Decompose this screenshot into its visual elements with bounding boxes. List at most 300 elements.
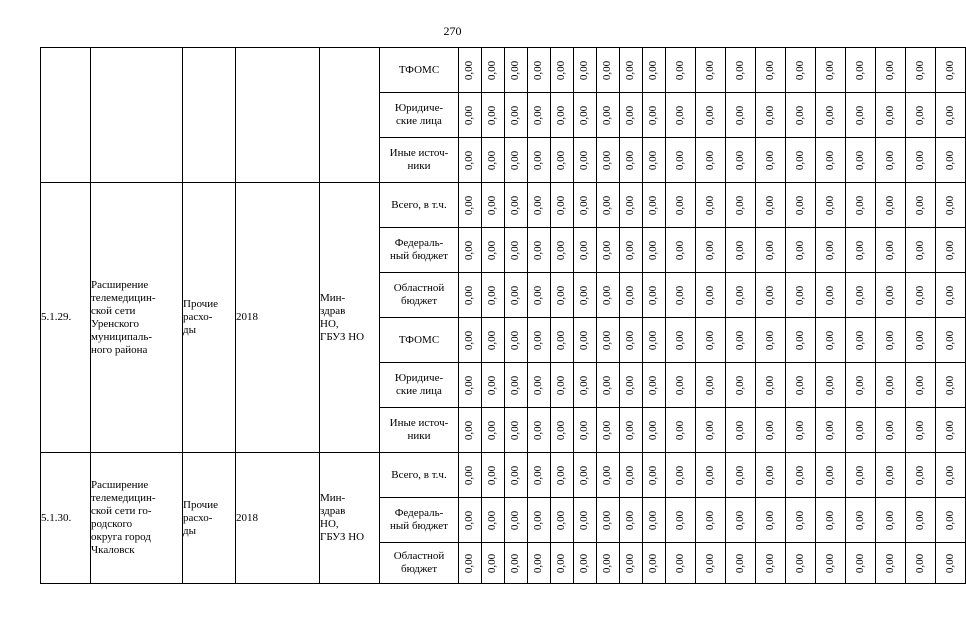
value-text: 0,00	[704, 375, 716, 395]
value-text: 0,00	[532, 330, 545, 350]
value-cell	[620, 408, 643, 453]
value-text: 0,00	[914, 330, 926, 350]
value-cell	[786, 363, 816, 408]
value-text: 0,00	[555, 375, 568, 395]
value-cell	[482, 543, 505, 584]
value-cell	[696, 93, 726, 138]
funding-source: Федераль- ный бюджет	[380, 498, 459, 543]
value-text: 0,00	[944, 330, 956, 350]
value-text: 0,00	[734, 553, 746, 573]
value-cell	[528, 498, 551, 543]
value-cell	[551, 363, 574, 408]
value-cell	[666, 543, 696, 584]
value-cell	[876, 453, 906, 498]
value-cell	[936, 273, 966, 318]
value-cell	[505, 228, 528, 273]
value-cell	[597, 48, 620, 93]
value-text: 0,00	[854, 105, 866, 125]
value-text: 0,00	[764, 510, 776, 530]
value-text: 0,00	[486, 330, 499, 350]
value-text: 0,00	[624, 375, 637, 395]
value-text: 0,00	[463, 375, 476, 395]
value-text: 0,00	[486, 465, 499, 485]
value-cell	[786, 93, 816, 138]
value-cell	[876, 48, 906, 93]
value-cell	[459, 138, 482, 183]
value-cell	[876, 498, 906, 543]
value-text: 0,00	[884, 240, 896, 260]
value-cell	[597, 273, 620, 318]
value-cell	[726, 138, 756, 183]
value-text: 0,00	[944, 420, 956, 440]
value-text: 0,00	[463, 420, 476, 440]
funding-source: Юридиче- ские лица	[380, 363, 459, 408]
value-text: 0,00	[555, 195, 568, 215]
value-cell	[936, 183, 966, 228]
value-text: 0,00	[624, 105, 637, 125]
value-cell	[505, 318, 528, 363]
value-cell	[846, 48, 876, 93]
funding-source: ТФОМС	[380, 48, 459, 93]
value-text: 0,00	[624, 465, 637, 485]
value-cell	[876, 138, 906, 183]
expense-type: Прочие расхо- ды	[183, 183, 236, 453]
value-cell	[876, 363, 906, 408]
value-cell	[816, 93, 846, 138]
value-cell	[597, 138, 620, 183]
value-text: 0,00	[463, 553, 476, 573]
value-text: 0,00	[509, 420, 522, 440]
value-cell	[936, 498, 966, 543]
value-text: 0,00	[734, 240, 746, 260]
value-text: 0,00	[486, 195, 499, 215]
value-text: 0,00	[601, 420, 614, 440]
value-text: 0,00	[486, 420, 499, 440]
value-text: 0,00	[624, 285, 637, 305]
value-text: 0,00	[944, 465, 956, 485]
value-cell	[756, 138, 786, 183]
item-year	[236, 48, 320, 183]
value-cell	[666, 183, 696, 228]
value-text: 0,00	[601, 510, 614, 530]
value-text: 0,00	[601, 375, 614, 395]
value-text: 0,00	[854, 420, 866, 440]
value-text: 0,00	[824, 60, 836, 80]
value-cell	[459, 183, 482, 228]
table-body	[41, 48, 966, 584]
value-cell	[906, 498, 936, 543]
value-cell	[482, 138, 505, 183]
value-cell	[574, 363, 597, 408]
value-text: 0,00	[794, 240, 806, 260]
value-cell	[846, 408, 876, 453]
value-text: 0,00	[914, 375, 926, 395]
value-cell	[551, 498, 574, 543]
value-cell	[726, 453, 756, 498]
value-cell	[505, 498, 528, 543]
value-text: 0,00	[532, 375, 545, 395]
item-number: 5.1.30.	[41, 453, 91, 584]
value-cell	[786, 138, 816, 183]
value-text: 0,00	[532, 240, 545, 260]
value-cell	[846, 363, 876, 408]
value-text: 0,00	[555, 330, 568, 350]
value-cell	[846, 543, 876, 584]
value-cell	[696, 228, 726, 273]
value-text: 0,00	[532, 195, 545, 215]
value-text: 0,00	[555, 510, 568, 530]
value-text: 0,00	[578, 330, 591, 350]
value-cell	[459, 408, 482, 453]
value-text: 0,00	[854, 510, 866, 530]
value-text: 0,00	[794, 330, 806, 350]
value-text: 0,00	[601, 60, 614, 80]
value-text: 0,00	[794, 510, 806, 530]
value-text: 0,00	[734, 510, 746, 530]
value-cell	[936, 48, 966, 93]
value-cell	[816, 498, 846, 543]
value-text: 0,00	[624, 195, 637, 215]
value-text: 0,00	[794, 195, 806, 215]
item-name	[91, 48, 183, 183]
item-name: Расширение телемедицин- ской сети го- родского округа город Чкаловск	[91, 453, 183, 584]
value-text: 0,00	[914, 420, 926, 440]
value-text: 0,00	[824, 375, 836, 395]
value-text: 0,00	[884, 465, 896, 485]
value-cell	[876, 318, 906, 363]
value-text: 0,00	[509, 553, 522, 573]
item-executor	[320, 48, 380, 183]
value-cell	[906, 318, 936, 363]
value-cell	[459, 453, 482, 498]
value-text: 0,00	[674, 465, 686, 485]
value-text: 0,00	[578, 553, 591, 573]
funding-source: ТФОМС	[380, 318, 459, 363]
value-cell	[756, 273, 786, 318]
value-text: 0,00	[509, 150, 522, 170]
value-text: 0,00	[854, 60, 866, 80]
value-text: 0,00	[509, 285, 522, 305]
value-text: 0,00	[578, 510, 591, 530]
expense-type	[183, 48, 236, 183]
value-cell	[666, 228, 696, 273]
value-cell	[551, 543, 574, 584]
value-text: 0,00	[486, 105, 499, 125]
value-cell	[936, 363, 966, 408]
value-cell	[696, 408, 726, 453]
value-cell	[786, 228, 816, 273]
value-text: 0,00	[914, 510, 926, 530]
value-cell	[726, 408, 756, 453]
value-cell	[459, 228, 482, 273]
value-cell	[574, 138, 597, 183]
value-cell	[528, 183, 551, 228]
item-year: 2018	[236, 453, 320, 584]
funding-source: Всего, в т.ч.	[380, 183, 459, 228]
value-text: 0,00	[578, 60, 591, 80]
value-cell	[666, 93, 696, 138]
value-text: 0,00	[704, 240, 716, 260]
value-cell	[505, 138, 528, 183]
value-text: 0,00	[944, 285, 956, 305]
value-cell	[620, 228, 643, 273]
value-text: 0,00	[532, 60, 545, 80]
value-text: 0,00	[578, 375, 591, 395]
value-text: 0,00	[884, 330, 896, 350]
value-text: 0,00	[884, 420, 896, 440]
value-cell	[666, 48, 696, 93]
value-text: 0,00	[914, 105, 926, 125]
value-text: 0,00	[647, 195, 660, 215]
value-cell	[876, 228, 906, 273]
value-cell	[574, 48, 597, 93]
value-cell	[505, 363, 528, 408]
value-cell	[786, 453, 816, 498]
value-text: 0,00	[854, 375, 866, 395]
value-text: 0,00	[794, 60, 806, 80]
value-text: 0,00	[647, 510, 660, 530]
value-cell	[482, 453, 505, 498]
value-cell	[846, 183, 876, 228]
value-text: 0,00	[824, 420, 836, 440]
value-text: 0,00	[463, 465, 476, 485]
value-text: 0,00	[674, 330, 686, 350]
value-cell	[528, 318, 551, 363]
value-text: 0,00	[944, 150, 956, 170]
value-text: 0,00	[624, 240, 637, 260]
value-cell	[726, 273, 756, 318]
value-text: 0,00	[647, 553, 660, 573]
funding-source: Иные источ- ники	[380, 138, 459, 183]
funding-source: Федераль- ный бюджет	[380, 228, 459, 273]
value-cell	[876, 273, 906, 318]
value-cell	[620, 273, 643, 318]
value-text: 0,00	[509, 465, 522, 485]
value-cell	[459, 318, 482, 363]
value-text: 0,00	[824, 510, 836, 530]
value-cell	[505, 48, 528, 93]
value-cell	[696, 543, 726, 584]
value-cell	[846, 273, 876, 318]
value-cell	[936, 93, 966, 138]
item-executor: Мин- здрав НО, ГБУЗ НО	[320, 453, 380, 584]
value-cell	[620, 183, 643, 228]
value-cell	[756, 453, 786, 498]
value-text: 0,00	[704, 195, 716, 215]
value-text: 0,00	[674, 105, 686, 125]
value-cell	[666, 408, 696, 453]
value-text: 0,00	[555, 60, 568, 80]
value-text: 0,00	[463, 60, 476, 80]
value-text: 0,00	[764, 285, 776, 305]
value-text: 0,00	[824, 240, 836, 260]
value-cell	[696, 183, 726, 228]
value-text: 0,00	[555, 285, 568, 305]
value-cell	[756, 93, 786, 138]
value-text: 0,00	[509, 240, 522, 260]
value-cell	[876, 408, 906, 453]
value-text: 0,00	[854, 240, 866, 260]
value-text: 0,00	[578, 105, 591, 125]
value-cell	[597, 228, 620, 273]
value-text: 0,00	[944, 105, 956, 125]
value-text: 0,00	[914, 553, 926, 573]
value-text: 0,00	[486, 150, 499, 170]
value-text: 0,00	[578, 465, 591, 485]
value-text: 0,00	[509, 105, 522, 125]
value-cell	[726, 228, 756, 273]
value-cell	[620, 543, 643, 584]
value-text: 0,00	[884, 60, 896, 80]
value-text: 0,00	[463, 330, 476, 350]
value-text: 0,00	[734, 330, 746, 350]
value-text: 0,00	[647, 285, 660, 305]
value-text: 0,00	[624, 150, 637, 170]
value-cell	[936, 228, 966, 273]
value-cell	[876, 183, 906, 228]
value-cell	[816, 318, 846, 363]
value-cell	[482, 318, 505, 363]
value-cell	[643, 543, 666, 584]
value-text: 0,00	[824, 553, 836, 573]
value-cell	[505, 408, 528, 453]
value-cell	[786, 318, 816, 363]
value-text: 0,00	[824, 105, 836, 125]
value-text: 0,00	[794, 285, 806, 305]
value-cell	[574, 273, 597, 318]
value-text: 0,00	[764, 105, 776, 125]
value-cell	[574, 408, 597, 453]
value-text: 0,00	[532, 420, 545, 440]
value-text: 0,00	[854, 195, 866, 215]
value-cell	[906, 48, 936, 93]
value-text: 0,00	[624, 60, 637, 80]
value-cell	[756, 228, 786, 273]
value-cell	[482, 228, 505, 273]
value-text: 0,00	[578, 420, 591, 440]
value-cell	[846, 138, 876, 183]
value-cell	[643, 183, 666, 228]
value-text: 0,00	[764, 375, 776, 395]
value-cell	[574, 183, 597, 228]
value-text: 0,00	[704, 285, 716, 305]
value-cell	[666, 273, 696, 318]
value-text: 0,00	[647, 150, 660, 170]
value-cell	[620, 93, 643, 138]
value-cell	[574, 228, 597, 273]
value-cell	[696, 363, 726, 408]
value-cell	[643, 228, 666, 273]
value-text: 0,00	[647, 465, 660, 485]
value-cell	[643, 273, 666, 318]
table-row	[41, 48, 966, 93]
value-cell	[528, 363, 551, 408]
value-text: 0,00	[624, 420, 637, 440]
value-cell	[643, 93, 666, 138]
value-text: 0,00	[824, 465, 836, 485]
value-text: 0,00	[884, 553, 896, 573]
value-text: 0,00	[509, 195, 522, 215]
value-text: 0,00	[734, 465, 746, 485]
value-text: 0,00	[764, 150, 776, 170]
value-text: 0,00	[914, 285, 926, 305]
value-cell	[846, 318, 876, 363]
value-text: 0,00	[824, 195, 836, 215]
value-cell	[528, 453, 551, 498]
value-text: 0,00	[944, 60, 956, 80]
value-cell	[666, 363, 696, 408]
value-text: 0,00	[674, 510, 686, 530]
value-cell	[936, 318, 966, 363]
value-cell	[666, 318, 696, 363]
value-cell	[528, 138, 551, 183]
value-text: 0,00	[734, 375, 746, 395]
value-cell	[459, 93, 482, 138]
value-text: 0,00	[532, 285, 545, 305]
value-text: 0,00	[704, 553, 716, 573]
value-cell	[597, 93, 620, 138]
value-cell	[816, 228, 846, 273]
value-text: 0,00	[674, 240, 686, 260]
value-cell	[666, 138, 696, 183]
value-text: 0,00	[674, 285, 686, 305]
value-text: 0,00	[486, 240, 499, 260]
value-cell	[505, 273, 528, 318]
value-text: 0,00	[884, 150, 896, 170]
value-cell	[482, 408, 505, 453]
value-cell	[551, 138, 574, 183]
value-text: 0,00	[674, 60, 686, 80]
value-text: 0,00	[734, 150, 746, 170]
value-text: 0,00	[764, 195, 776, 215]
value-text: 0,00	[486, 60, 499, 80]
value-text: 0,00	[884, 105, 896, 125]
value-cell	[846, 498, 876, 543]
value-text: 0,00	[734, 195, 746, 215]
value-text: 0,00	[944, 553, 956, 573]
value-text: 0,00	[704, 510, 716, 530]
value-text: 0,00	[764, 240, 776, 260]
value-text: 0,00	[854, 285, 866, 305]
value-text: 0,00	[944, 375, 956, 395]
value-cell	[906, 363, 936, 408]
table-row	[41, 183, 966, 228]
value-cell	[906, 183, 936, 228]
value-cell	[726, 93, 756, 138]
value-text: 0,00	[555, 105, 568, 125]
value-cell	[816, 273, 846, 318]
item-number: 5.1.29.	[41, 183, 91, 453]
value-cell	[574, 498, 597, 543]
value-cell	[620, 318, 643, 363]
value-cell	[786, 543, 816, 584]
value-text: 0,00	[674, 195, 686, 215]
value-text: 0,00	[463, 150, 476, 170]
value-text: 0,00	[854, 553, 866, 573]
value-cell	[528, 543, 551, 584]
value-cell	[816, 363, 846, 408]
value-cell	[574, 453, 597, 498]
value-cell	[528, 48, 551, 93]
value-cell	[528, 93, 551, 138]
value-cell	[756, 543, 786, 584]
value-cell	[643, 498, 666, 543]
value-cell	[696, 48, 726, 93]
value-text: 0,00	[647, 60, 660, 80]
value-text: 0,00	[794, 105, 806, 125]
value-cell	[816, 408, 846, 453]
funding-source: Областной бюджет	[380, 543, 459, 584]
